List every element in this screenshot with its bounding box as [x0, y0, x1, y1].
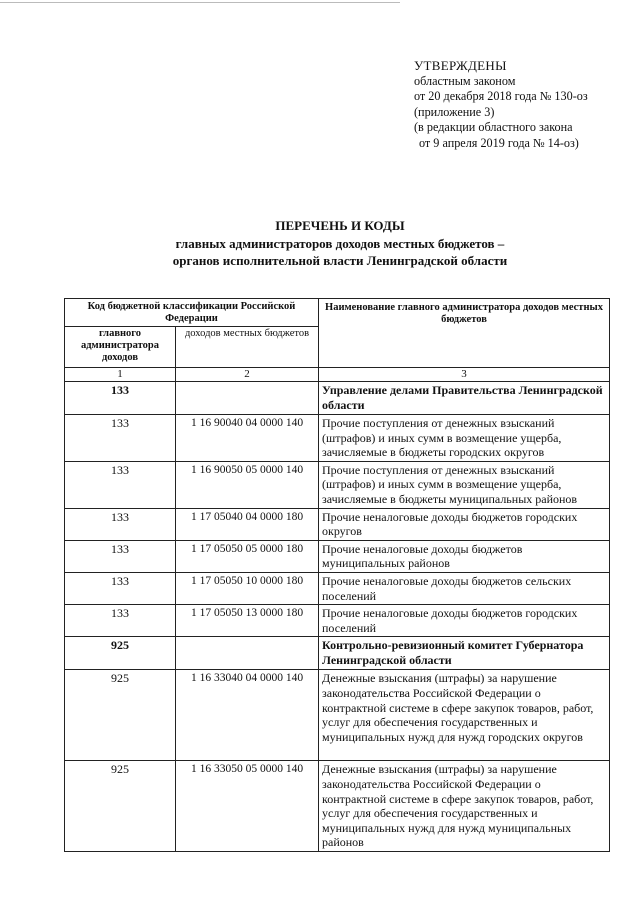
cell-name: Прочие неналоговые доходы бюджетов городских поселений — [319, 605, 610, 637]
cell-name: Денежные взыскания (штрафы) за нарушение законодательства Российской Федерации о контрактной системе в сфере закупок товаров, работ, услуг для обеспечения государственных и муниципальных нужд для нужд муниципальных районов — [319, 761, 610, 852]
approval-line: областным законом — [414, 73, 516, 88]
cell-name: Прочие неналоговые доходы бюджетов муниципальных районов — [319, 540, 610, 572]
cell-income-code — [176, 382, 319, 415]
approval-heading: УТВЕРЖДЕНЫ — [414, 58, 507, 73]
cell-name: Денежные взыскания (штрафы) за нарушение законодательства Российской Федерации о контрактной системе в сфере закупок товаров, работ, услуг для обеспечения государственных и муниципальных нужд для нужд городских округов — [319, 670, 610, 761]
cell-name: Прочие неналоговые доходы бюджетов городских округов — [319, 508, 610, 540]
scan-top-edge — [0, 2, 400, 3]
cell-income-code — [176, 637, 319, 670]
table-header-row — [65, 299, 610, 327]
cell-admin-code: 925 — [65, 670, 176, 761]
approval-stamp — [414, 58, 634, 152]
approval-line: от 9 апреля 2019 года № 14-оз) — [419, 135, 579, 150]
cell-name: Прочие неналоговые доходы бюджетов сельских поселений — [319, 572, 610, 604]
table-row — [65, 382, 610, 415]
table-row — [65, 670, 610, 761]
column-number: 2 — [176, 368, 319, 382]
title-line: главных администраторов доходов местных бюджетов – — [175, 235, 505, 251]
cell-admin-code: 925 — [65, 637, 176, 670]
cell-name: Управление делами Правительства Ленинградской области — [319, 382, 610, 415]
header-name: Наименование главного администратора доходов местных бюджетов — [319, 299, 610, 368]
document-title — [130, 217, 550, 270]
cell-income-code: 1 16 90040 04 0000 140 — [176, 415, 319, 462]
cell-name: Контрольно-ревизионный комитет Губернатора Ленинградской области — [319, 637, 610, 670]
header-admin: главного администратора доходов — [65, 327, 176, 368]
cell-admin-code: 133 — [65, 461, 176, 508]
title-line: ПЕРЕЧЕНЬ И КОДЫ — [275, 218, 405, 233]
column-number: 1 — [65, 368, 176, 382]
cell-name: Прочие поступления от денежных взысканий (штрафов) и иных сумм в возмещение ущерба, зачисляемые в бюджеты муниципальных районов — [319, 461, 610, 508]
table-row — [65, 415, 610, 462]
title-line: органов исполнительной власти Ленинградской области — [172, 253, 508, 268]
column-number-row — [65, 368, 610, 382]
cell-name: Прочие поступления от денежных взысканий (штрафов) и иных сумм в возмещение ущерба, зачисляемые в бюджеты городских округов — [319, 415, 610, 462]
approval-line: (в редакции областного закона — [414, 120, 573, 135]
cell-admin-code: 133 — [65, 605, 176, 637]
header-income: доходов местных бюджетов — [176, 327, 319, 368]
table-row — [65, 461, 610, 508]
table-row — [65, 540, 610, 572]
approval-line: от 20 декабря 2018 года № 130-оз — [414, 89, 588, 104]
codes-table — [64, 298, 610, 852]
cell-income-code: 1 17 05040 04 0000 180 — [176, 508, 319, 540]
cell-admin-code: 925 — [65, 761, 176, 852]
cell-income-code: 1 16 90050 05 0000 140 — [176, 461, 319, 508]
cell-income-code: 1 16 33040 04 0000 140 — [176, 670, 319, 761]
cell-admin-code: 133 — [65, 382, 176, 415]
cell-admin-code: 133 — [65, 540, 176, 572]
table-row — [65, 761, 610, 852]
cell-income-code: 1 17 05050 05 0000 180 — [176, 540, 319, 572]
cell-income-code: 1 17 05050 10 0000 180 — [176, 572, 319, 604]
header-kbk: Код бюджетной классификации Российской Федерации — [65, 299, 319, 327]
cell-admin-code: 133 — [65, 572, 176, 604]
table-row — [65, 637, 610, 670]
approval-line: (приложение 3) — [414, 104, 495, 119]
table-row — [65, 605, 610, 637]
table-row — [65, 572, 610, 604]
table-row — [65, 508, 610, 540]
column-number: 3 — [319, 368, 610, 382]
cell-admin-code: 133 — [65, 508, 176, 540]
cell-income-code: 1 17 05050 13 0000 180 — [176, 605, 319, 637]
cell-admin-code: 133 — [65, 415, 176, 462]
cell-income-code: 1 16 33050 05 0000 140 — [176, 761, 319, 852]
